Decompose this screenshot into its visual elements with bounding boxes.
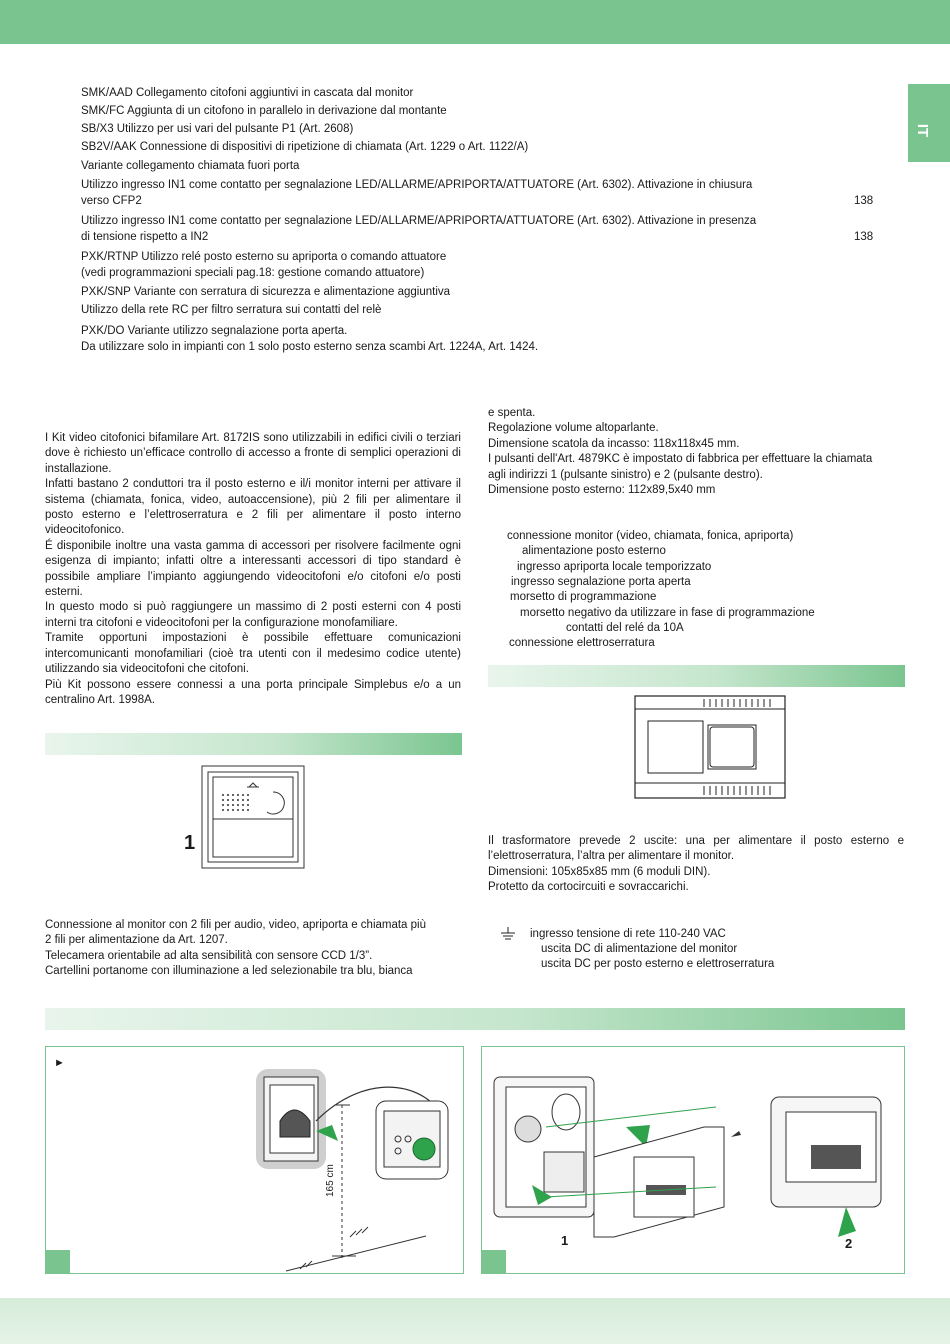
toc-item: PXK/RTNP Utilizzo relé posto esterno su apriporta o comando attuatore [81, 251, 447, 263]
toc-item: SMK/FC Aggiunta di un citofono in parallelo in derivazione dal montante [81, 105, 447, 117]
ground-icon [500, 926, 516, 942]
terminal-item: connessione monitor (video, chiamata, fonica, apriporta) [507, 530, 794, 542]
description-line: Dimensione scatola da incasso: 118x118x45 mm. [488, 437, 740, 450]
section-bar-outdoor-panel [45, 733, 462, 755]
terminal-item: morsetto negativo da utilizzare in fase di programmazione [520, 607, 815, 619]
outdoor-panel-description [45, 918, 465, 980]
toc-item: SB/X3 Utilizzo per usi vari del pulsante P1 (Art. 2608) [81, 123, 354, 135]
toc-item-continued: verso CFP2 [81, 195, 142, 207]
language-tab-label: IT [914, 123, 932, 138]
intro-paragraph: Tramite opportuni impostazioni è possibile effettuare comunicazioni intercomunicanti monofamiliari (cioè tra utenti con il medesimo codice utente) utilizzando sia videocitofoni che citofoni. [45, 632, 461, 676]
language-tab [908, 84, 950, 162]
right-description [488, 406, 906, 498]
toc-item: PXK/SNP Variante con serratura di sicurezza e alimentazione aggiuntiva [81, 286, 451, 298]
toc-item: Utilizzo ingresso IN1 come contatto per segnalazione LED/ALLARME/APRIPORTA/ATTUATORE (Art. 6302). Attivazione in presenza [81, 215, 757, 227]
top-header-bar [0, 0, 950, 44]
description-line: I pulsanti dell'Art. 4879KC è impostato di fabbrica per effettuare la chiamata [488, 453, 873, 466]
transformer-terminal: ingresso tensione di rete 110-240 VAC [530, 928, 726, 940]
toc-item-continued: Da utilizzare solo in impianti con 1 solo posto esterno senza scambi Art. 1224A, Art. 1424. [81, 341, 539, 353]
toc-item: Utilizzo della rete RC per filtro serratura sui contatti del relè [81, 304, 382, 316]
description-line: Dimensione posto esterno: 112x89,5x40 mm [488, 484, 716, 497]
transformer-drawing [634, 695, 786, 799]
intro-paragraph: In questo modo si può raggiungere un massimo di 2 posti esterni con 4 posti interni tra citofoni e videocitofoni per la configurazione monofamiliare. [45, 601, 461, 629]
description-line: 2 fili per alimentazione da Art. 1207. [45, 934, 228, 947]
figure-marker [482, 1250, 506, 1274]
transformer-terminal: uscita DC per posto esterno e elettroserratura [541, 958, 775, 970]
description-paragraph: Protetto da cortocircuiti e sovraccarichi. [488, 881, 689, 894]
terminal-item: connessione elettroserratura [509, 637, 655, 649]
section-bar-installation [45, 1008, 905, 1030]
terminal-item: contatti del relé da 10A [566, 622, 684, 634]
step-label: 2 [845, 1236, 853, 1251]
description-line: Connessione al monitor con 2 fili per audio, video, apriporta e chiamata più [45, 919, 426, 931]
bottom-footer-bar [0, 1298, 950, 1344]
terminal-item: alimentazione posto esterno [522, 545, 666, 557]
toc-item-continued: (vedi programmazioni speciali pag.18: gestione comando attuatore) [81, 267, 425, 279]
intro-text [45, 431, 461, 708]
description-line: e spenta. [488, 407, 536, 419]
toc-page-number: 138 [854, 231, 874, 243]
toc-item: Variante collegamento chiamata fuori porta [81, 160, 300, 172]
figure-marker [46, 1250, 70, 1274]
bullet-icon: ► [54, 1057, 65, 1069]
description-line: Telecamera orientabile ad alta sensibilità con sensore CCD 1/3”. [45, 949, 373, 962]
toc-item-continued: di tensione rispetto a IN2 [81, 231, 209, 243]
description-line: agli indirizzi 1 (pulsante sinistro) e 2 (pulsante destro). [488, 468, 763, 481]
description-line: Cartellini portanome con illuminazione a led selezionabile tra blu, bianca [45, 965, 413, 978]
description-paragraph: Il trasformatore prevede 2 uscite: una per alimentare il posto esterno e l’elettroserratura, l’altra per alimentare il monitor. [488, 835, 904, 863]
transformer-description [488, 834, 904, 896]
intro-paragraph: Infatti bastano 2 conduttori tra il posto esterno e il/i monitor interni per attivare il sistema (chiamata, fonica, video, autoaccensione), più 2 fili per alimentare il posto esterno e l’elettroserratura e 2 fili per alimentare il posto interno videocitofonico. [45, 478, 461, 537]
toc-item: Utilizzo ingresso IN1 come contatto per segnalazione LED/ALLARME/APRIPORTA/ATTUATORE (Art. 6302). Attivazione in chiusura [81, 179, 753, 191]
step-label: 1 [561, 1233, 569, 1248]
intro-paragraph: Più Kit possono essere connessi a una porta principale Simplebus e/o a un centralino Art. 1998A. [45, 678, 461, 706]
wall-mount-illustration [246, 1061, 461, 1273]
toc-item: SB2V/AAK Connessione di dispositivi di ripetizione di chiamata (Art. 1229 o Art. 1122/A) [81, 141, 529, 153]
description-line: Regolazione volume altoparlante. [488, 422, 659, 435]
terminal-item: ingresso segnalazione porta aperta [511, 576, 691, 588]
installation-assembly-figure [481, 1046, 905, 1274]
section-bar-transformer [488, 665, 905, 687]
toc-item: SMK/AAD Collegamento citofoni aggiuntivi in cascata dal monitor [81, 87, 414, 99]
intro-paragraph: É disponibile inoltre una vasta gamma di accessori per risolvere facilmente ogni esigenza di impianto; infatti oltre a interessanti accessori di tipo standard è possibile ampliare l’impianto aggiungendo videocitofoni e/o citofoni e/o posti esterni. [45, 539, 461, 599]
panel-button-label: 1 [184, 832, 196, 854]
toc-item: PXK/DO Variante utilizzo segnalazione porta aperta. [81, 325, 348, 337]
description-paragraph: Dimensioni: 105x85x85 mm (6 moduli DIN). [488, 865, 711, 878]
terminal-item: morsetto di programmazione [510, 591, 657, 603]
installation-height-figure [45, 1046, 464, 1274]
transformer-terminal: uscita DC di alimentazione del monitor [541, 943, 738, 955]
intro-paragraph: I Kit video citofonici bifamilare Art. 8172IS sono utilizzabili in edifici civili o terziari dove è richiesto un’efficace controllo di accesso a fronte di semplici operazioni di installazione. [45, 432, 461, 475]
assembly-illustration [486, 1057, 902, 1267]
height-dimension-label: 165 cm [325, 1164, 336, 1197]
terminal-item: ingresso apriporta locale temporizzato [517, 561, 712, 573]
outdoor-panel-drawing [201, 765, 305, 869]
toc-page-number: 138 [854, 195, 874, 207]
